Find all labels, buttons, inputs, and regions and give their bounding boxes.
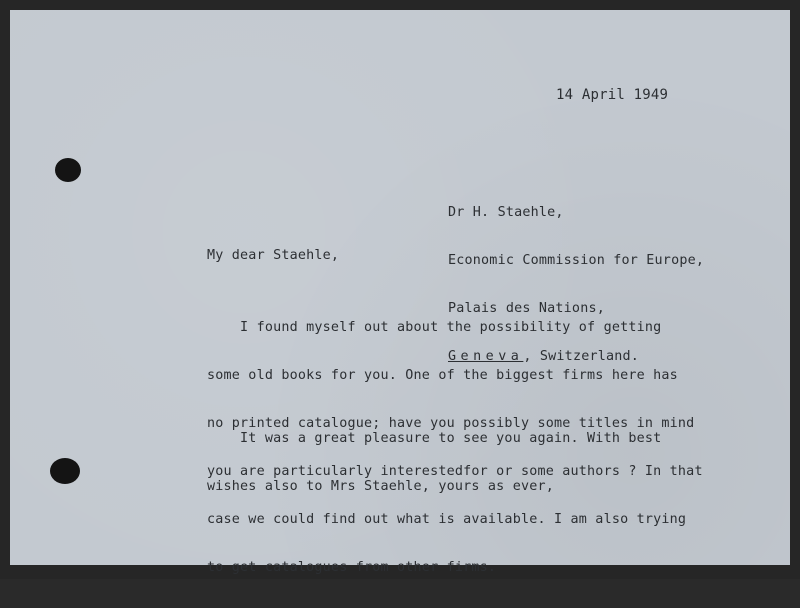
paragraph-2-line: It was a great pleasure to see you again. With best [207, 431, 662, 446]
letter-date: 14 April 1949 [556, 87, 669, 103]
address-line-building: Palais des Nations, [448, 301, 605, 316]
paragraph-1-line: to get catalogues from other firms. [207, 560, 497, 575]
address-city: Geneva [448, 349, 524, 364]
salutation: My dear Staehle, [207, 248, 340, 263]
paragraph-1-line: case we could find out what is available. I am also trying [207, 512, 687, 527]
paragraph-2 [207, 399, 661, 527]
paragraph-1-line: no printed catalogue; have you possibly some titles in mind [207, 416, 695, 431]
letter-page [10, 10, 790, 575]
address-country: , Switzerland. [523, 349, 640, 364]
address-line-name: Dr H. Staehle, [448, 205, 564, 220]
punch-hole-bottom [50, 458, 80, 484]
paragraph-1-line: you are particularly interestedfor or some authors ? In that [207, 464, 703, 479]
punch-hole-top [55, 158, 81, 182]
paragraph-1-line: some old books for you. One of the biggest firms here has [207, 368, 678, 383]
address-line-organization: Economic Commission for Europe, [448, 253, 705, 268]
paragraph-2-line: wishes also to Mrs Staehle, yours as ever, [207, 479, 554, 494]
paragraph-1-line: I found myself out about the possibility of getting [207, 320, 662, 335]
